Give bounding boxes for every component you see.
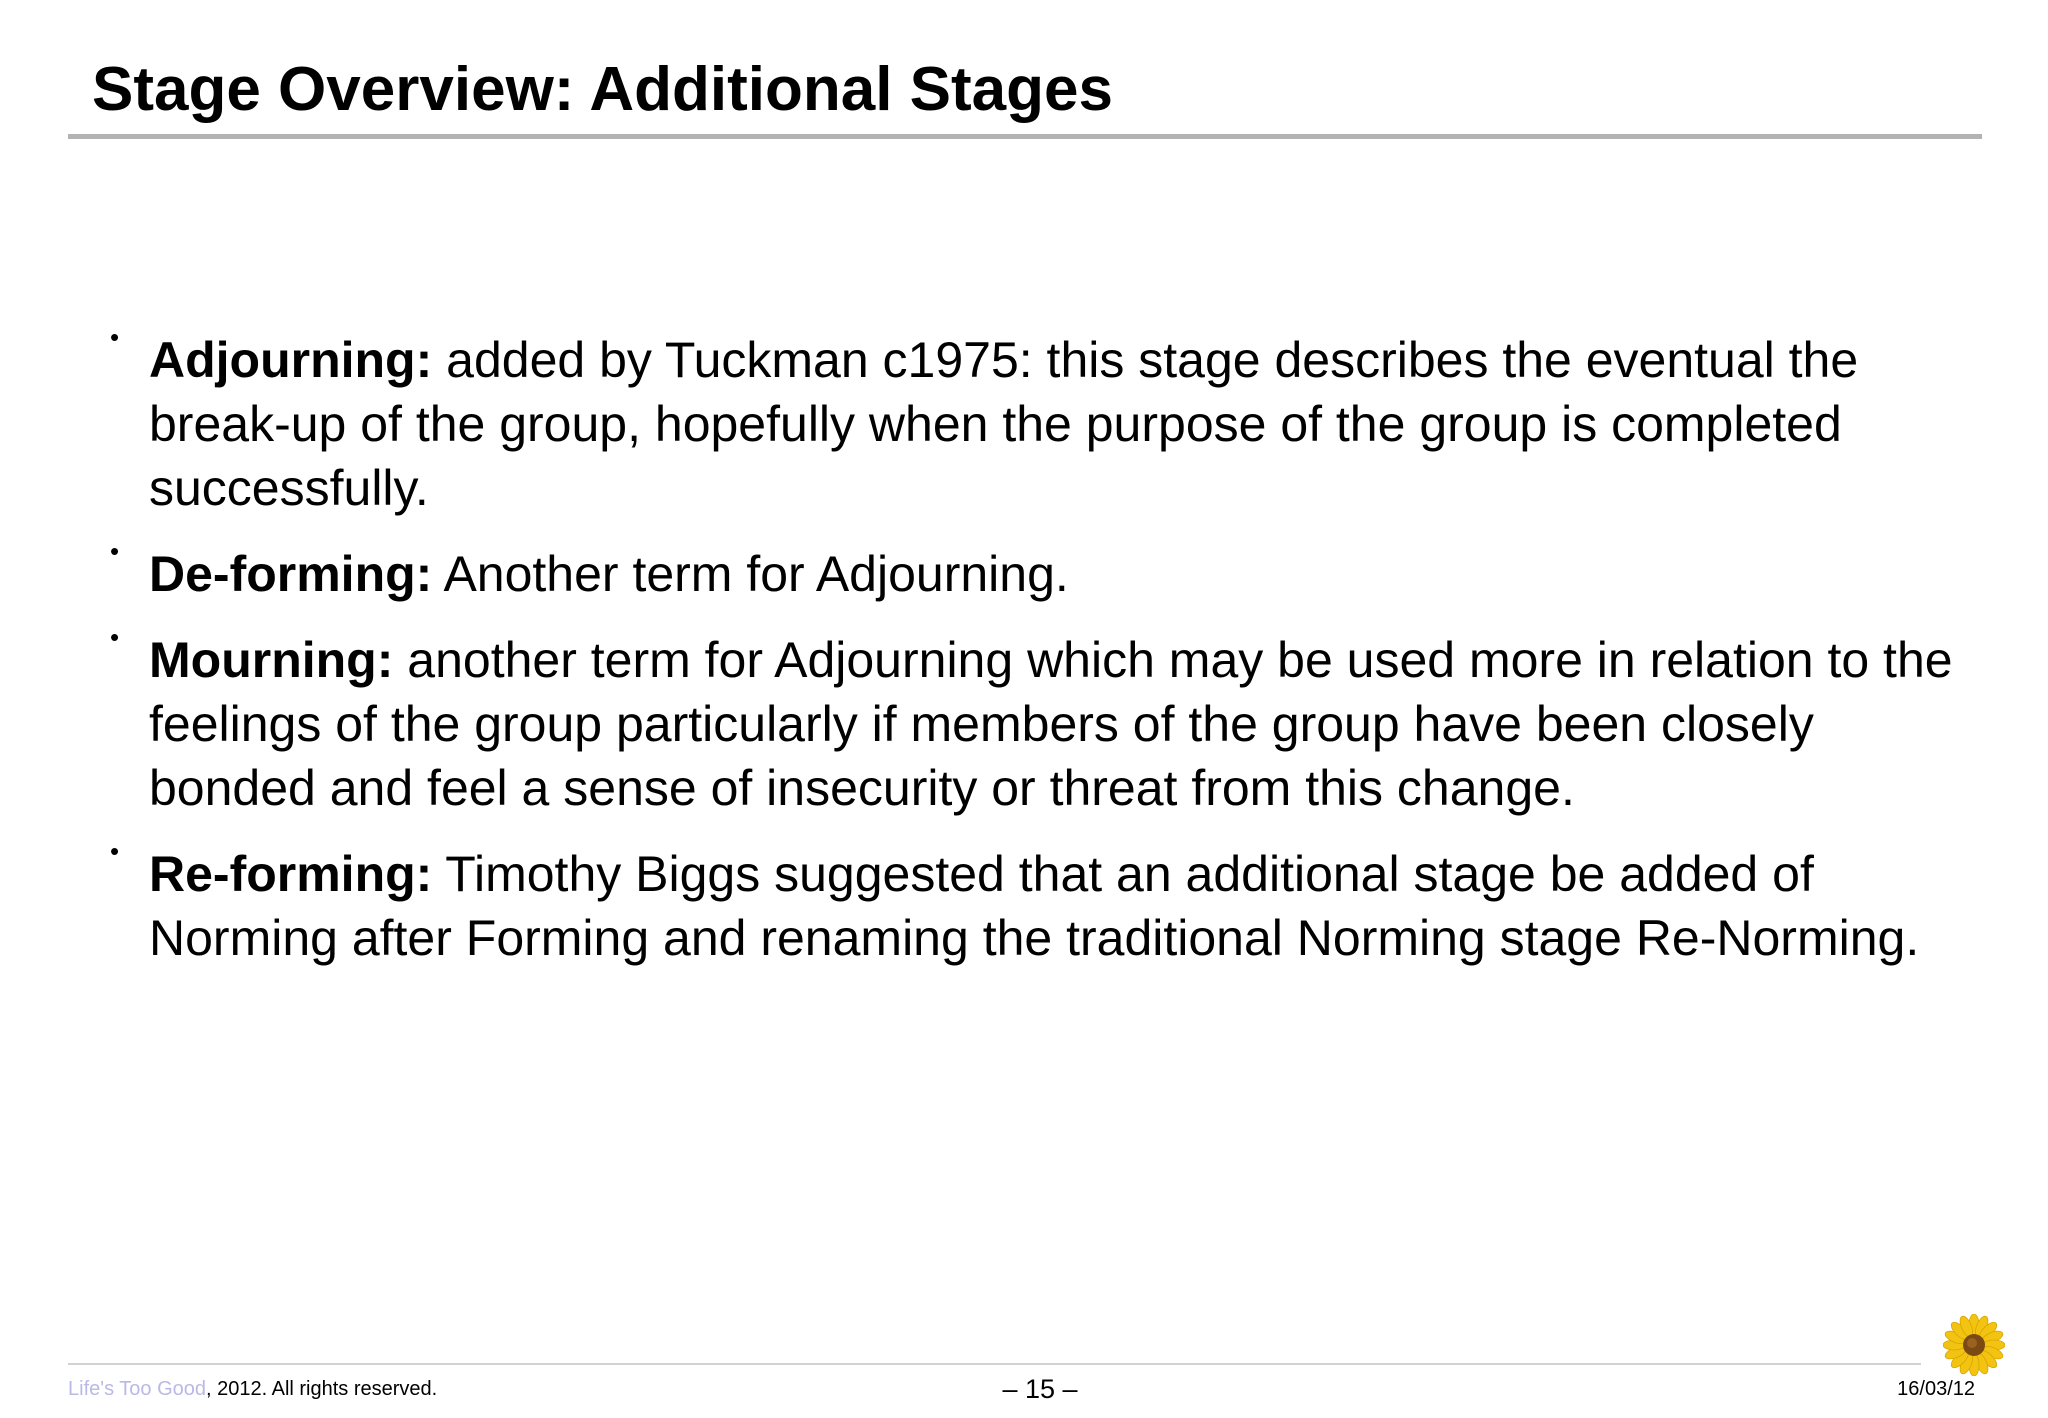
footer-date: 16/03/12	[1897, 1378, 1975, 1400]
bullet-text: Another term for Adjourning.	[432, 546, 1069, 602]
bullet-dot-icon: •	[110, 836, 120, 866]
bullet-term: Mourning:	[149, 632, 394, 688]
footer-brand: Life's Too Good	[68, 1378, 206, 1400]
page-number: – 15 –	[1002, 1374, 1078, 1404]
slide-title: Stage Overview: Additional Stages	[92, 55, 1113, 124]
footer-divider	[68, 1363, 1921, 1365]
bullet-term: Re-forming:	[149, 846, 433, 902]
sunflower-icon	[1943, 1314, 2005, 1376]
bullet-text: another term for Adjourning which may be used more in relation to the feelings of the group particularly if members of the group have been closely bonded and feel a sense of insecurity or threat from this change.	[149, 632, 1953, 816]
bullet-dot-icon: •	[110, 622, 120, 652]
title-divider	[68, 134, 1982, 139]
footer-copyright	[68, 1377, 437, 1401]
bullet-term: Adjourning:	[149, 332, 433, 388]
bullet-text: Timothy Biggs suggested that an additional stage be added of Norming after Forming and renaming the traditional Norming stage Re-Norming.	[149, 846, 1920, 966]
bullet-item-re-forming	[105, 836, 1985, 970]
bullet-term: De-forming:	[149, 546, 433, 602]
bullet-text: added by Tuckman c1975: this stage describes the eventual the break-up of the group, hopefully when the purpose of the group is completed successfully.	[149, 332, 1859, 516]
bullet-list	[105, 322, 1985, 992]
bullet-item-mourning	[105, 622, 1985, 820]
bullet-dot-icon: •	[110, 322, 120, 352]
bullet-item-de-forming	[105, 536, 1985, 606]
sunflower-center-highlight	[1967, 1338, 1977, 1348]
footer-copyright-text: , 2012. All rights reserved.	[206, 1378, 438, 1400]
bullet-item-adjourning	[105, 322, 1985, 520]
bullet-dot-icon: •	[110, 536, 120, 566]
